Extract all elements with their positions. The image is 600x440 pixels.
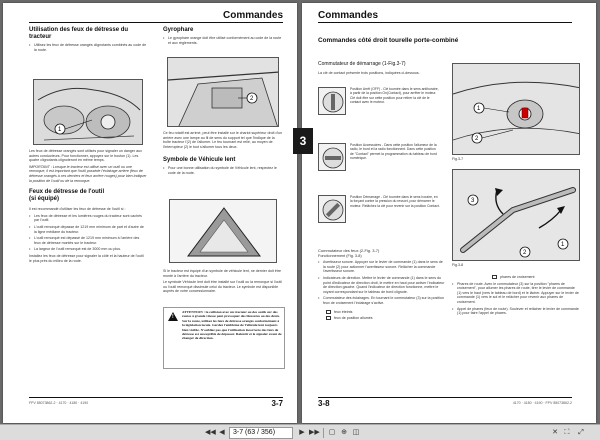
dipped-beam-icon [492,275,497,279]
legend-off [318,310,446,315]
lights-off-icon [326,310,331,314]
hazard-switch-image [33,79,143,145]
hazard-paragraph: Les feux de détresse orangés sont utilisés pour signaler un danger aux autres conducteurs. Pour fonctionner, appuyez sur le bouton (1). Les quatre clignotants clignoteront en même temps. [29,149,142,163]
lights-right-block [452,275,580,316]
implement-intro: Il est recommandé d'utiliser les feux de détresse de l'outil si : [29,207,126,212]
page-3-8 [302,3,596,423]
left-column [29,27,147,52]
page-footer [318,397,572,407]
svg-text:1: 1 [58,127,62,133]
page-number-field[interactable]: 3-7 (63 / 356) [229,427,293,439]
page-number: 3-8 [318,399,330,408]
implement-bullet: • La largeur de l'outil remorqué est de 3000 mm ou plus. [29,247,147,252]
position-off: Position Arrêt (OFF) - Clé tournée dans le sens antihoraire, à partir de la position On(Contact), pour arrêter le moteur. Clé doit être sur cette position pour retirer la clé de le contact avec le moteur. [350,87,439,105]
starter-intro: La clé de contact présente trois positions, indiquées ci-dessous. [318,71,420,75]
page-3-7 [3,3,297,423]
svg-text:3: 3 [471,198,475,204]
implement-bullet: • L'outil remorqué dépasse de 1219 mm minimum de part et d'autre de la ligne médiane du tracteur. [29,225,147,234]
hazard-text-block [29,149,147,263]
implement-install-text: Installez les feux de détresse pour signaler la côté et la hauteur de l'outil le plus près du milieu de la route. [29,253,144,263]
beacon-bullets [163,36,283,45]
legend-position [318,316,446,321]
lights-title: Commutateur des feux (2-Fig. 3-7) [318,248,380,253]
beacon-bullet: • Le gyrophare orange doit être utilisé conformément au code de la route et aux règlements. [163,36,283,45]
key-off-icon [318,87,346,115]
last-page-button[interactable]: ▶▶ [309,429,320,436]
beam-bullet: • Appel de phares (feux de route). Soulever et relâcher le levier de commande (1) pour faire l'appel de phares. [452,307,580,316]
lights-bullet: • Commutateur des éclairages. En tournant le commutateur (3) sur la position feux de croisement l'éclairage s'active. [318,296,446,305]
two-page-icon[interactable]: ◫ [352,429,360,436]
page-header: Commandes [29,11,283,23]
footer-code: 4170 · 4180 · 4190 · FPV 85073862-2 [512,401,572,405]
toolbar-divider [323,428,324,438]
implement-bullet: • Les feux de détresse et les lumières rouges du tracteur sont cachés par l'outil. [29,214,147,223]
svg-text:1: 1 [477,106,481,112]
footer-code: FPV 85073862-2 · 4170 · 4180 · 4190 [29,401,89,405]
key-acc-icon [318,143,346,171]
starter-block [318,61,438,76]
section-subtitle-if-equipped: (si équipé) [29,196,60,203]
slow-vehicle-p1: Si le tracteur est équipé d'un symbole de véhicule lent, ne dernier doit être monté à l'arrière du tracteur. [163,269,281,278]
first-page-button[interactable]: ◀◀ [205,429,216,436]
lights-bullets [318,260,446,305]
fullscreen-icon[interactable]: ⛶ [564,429,570,436]
legend-off-label: feux éteints [334,309,353,314]
slow-vehicle-bullet: • Pour une bonne utilisation du symbole de Véhicule lent, respectez le code de la route. [163,166,283,175]
chapter-tab: 3 [293,128,313,154]
slow-vehicle-image [169,199,277,263]
svg-text:1: 1 [561,242,565,248]
slow-vehicle-p2: Le symbole Véhicule lent doit être installé sur l'outil ou la remorque si l'outil ou l'outil remorqué dissimule celui du tracteur. Le symbole est disponible auprès de votre concessionnaire. [163,280,283,294]
next-page-button[interactable]: ▶ [299,429,305,436]
figure-caption-1: Fig.3-7 [452,157,464,161]
warning-box [163,307,285,369]
beam-bullets [452,282,580,316]
lights-block [318,249,446,321]
lights-subtitle: Fonctionnement (Fig. 3-8) [318,253,362,258]
section-title-beacon: Gyrophare [163,27,194,33]
zoom-icon[interactable]: ⊕ [341,429,347,436]
dipped-beam-legend [452,275,580,280]
right-column [163,27,283,45]
svg-text:2: 2 [250,96,254,102]
beacon-text-block [163,131,283,176]
previous-page-button[interactable]: ◀ [219,429,225,436]
svg-text:2: 2 [475,136,479,142]
position-start: Position Démarrage - Clé tournée dans le sens horaire, en la forçant contre la pression du ressort, pour démarrer le moteur. Relâchez la clé pour revenir sur la position Contact. [350,195,440,208]
viewer-toolbar [0,424,600,440]
right-page-title [318,37,578,45]
implement-bullet: • L'outil remorqué est dépassé de 1219 mm minimum à l'arrière des feux de détresse montés sur le tracteur. [29,236,147,245]
lights-bullet: • Avertisseur sonore. Appuyer sur le levier de commande (1) dans le sens de la route (2) pour actionner l'avertisseur sonore. Relâcher la commande l'avertisseur sonore. [318,260,446,274]
section-title-controls: Commandes côté droit tourelle porte-combiné [318,37,459,44]
slow-vehicle-text-block [163,269,283,294]
hazard-bullet: • Utilisez les feux de détresse orangés clignotants combinés au code de la route. [29,43,147,52]
dipped-beam-label: phares de croisement [500,275,535,279]
hazard-bullets [29,43,147,52]
section-title-slow-vehicle: Symbole de Véhicule lent [163,157,236,164]
page-footer [29,397,283,407]
page-number: 3-7 [271,399,283,408]
ignition-image [452,63,580,155]
svg-text:2: 2 [523,250,527,256]
position-accessory: Position Accessoires - Dans cette position l'allumeur de la radio, le bord et la radio fonctionnent. Dans cette position de "Contact" permet la programmation du tableau de bord numérique. [350,143,437,161]
close-icon[interactable]: ✕ [552,429,558,436]
beam-bullet: • Phares de route. Avec le commutateur (3) sur la position "phares de croisement", pour allumer les phares de route, tirer le levier de commande (1) vers le haut (vers le tableau de bord) et le lâcher. Appuyer sur le levier de commande (1) vers le sol et le relâcher pour revenir aux phares de croisement. [452,282,580,305]
hazard-important: IMPORTANT : Lorsque le tracteur est utilisé avec un outil ou une remorque, il est important que l'outil possède l'éclairage arrière (feux de détresse orangés à ces derniers et feux arrière rouges) pour bien indiquer la position de l'outil ou de la remorque. [29,164,147,183]
page-header: Commandes [318,11,572,23]
lights-bullet: • Indicateurs de direction. Mettre le levier de commande (1) dans le sens du point d'indicateur de direction droit, le mettre en haut pour activer l'indicateur de direction gauche. Quand l'indicateur de direction fonctionne, mettre le voyant correspondant sur le tableau de bord clignote. [318,276,446,294]
position-lights-icon [326,316,331,320]
starter-title: Commutateur de démarrage (1-Fig.3-7) [318,61,406,67]
section-title-implement-hazard: Feux de détresse de l'outil [29,189,105,196]
section-title-hazard: Utilisation des feux de détresse du tracteur [29,27,129,40]
implement-bullets [29,214,147,252]
key-start-icon [318,195,346,223]
warning-icon [168,312,178,321]
warning-text: ATTENTION : la collision avec un tracteur ou des outils sur des routes à grande vitesse peut provoquer des blessures ou des décès. Sur la route, utilisez les feux de détresse orangés conformément à la législation locale. Gardez l'emblème de Véhicule lent toujours bien visible. N'oubliez pas que l'utilisation incorrecte des feux de détresse est susceptible de dépasser. Ralentir et le signaler avant de changer de direction. [182,310,282,341]
beacon-image [167,57,279,127]
slow-vehicle-bullets [163,166,283,175]
expand-icon[interactable]: ⤢ [578,429,584,436]
legend-position-label: feux de position allumés [334,316,373,321]
light-lever-image [452,169,580,261]
beacon-paragraph: Ce feu rotatif est arrimé, peut être installé sur le chariot supérieur droit d'un arrière avec une lampe au fil de sens du support tel que l'indique de la boîte tracteur l'(2) de l'allumer. Le feu tournant est relié, au moyen de l'interrupteur (2) le tout s'allumer tous les deux. [163,131,283,149]
figure-caption-2: Fig.3-8 [452,263,464,267]
fit-page-icon[interactable]: ▢ [328,429,336,436]
